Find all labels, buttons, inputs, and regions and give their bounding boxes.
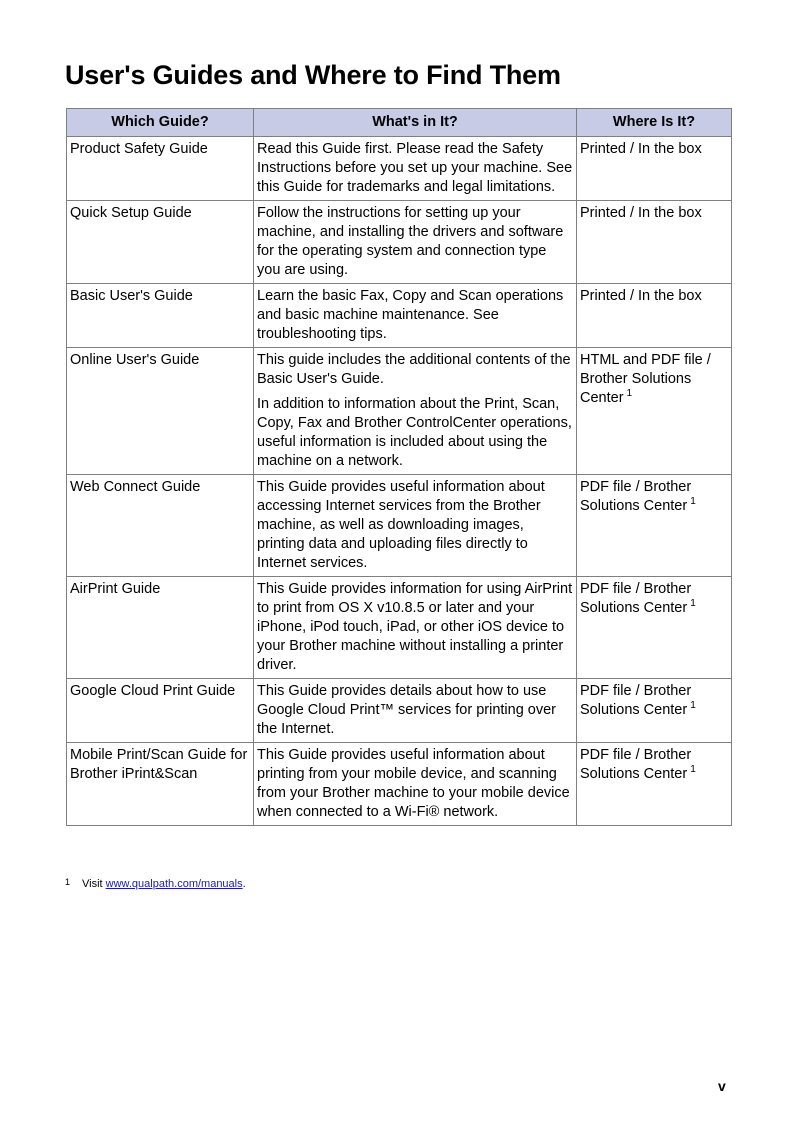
footnote-number: 1 [65,877,71,887]
footnote-marker: 1 [690,700,696,711]
guide-name-cell: Product Safety Guide [67,137,254,201]
guide-location-cell [577,743,732,826]
guide-content-paragraph: In addition to information about the Print, Scan, Copy, Fax and Brother ControlCenter operations, useful information is included about using the machine on a network. [257,396,572,469]
guide-location-cell [577,475,732,577]
guide-location-cell [577,284,732,348]
guide-name-cell: Online User's Guide [67,348,254,475]
guide-location-text: Printed / In the box [580,205,702,221]
table-row [67,743,732,826]
guide-content-paragraph: Learn the basic Fax, Copy and Scan operations and basic machine maintenance. See troubleshooting tips. [257,288,564,342]
header-where-is-it: Where Is It? [577,109,732,137]
table-row [67,137,732,201]
table-row [67,348,732,475]
guide-content-paragraph: Follow the instructions for setting up your machine, and installing the drivers and software for the operating system and connection type you are using. [257,205,564,278]
guide-content-paragraph: This Guide provides useful information about printing from your mobile device, and scanning from your Brother machine to your mobile device when connected to a Wi-Fi® network. [257,747,570,820]
guide-content-cell [254,137,577,201]
guide-name-cell: Basic User's Guide [67,284,254,348]
guide-location-cell [577,137,732,201]
guide-location-text: PDF file / Brother Solutions Center [580,479,692,514]
header-whats-in-it: What's in It? [254,109,577,137]
guide-location-cell [577,679,732,743]
table-row [67,284,732,348]
guide-content-cell [254,475,577,577]
guide-content-cell [254,679,577,743]
footnote-prefix: Visit [82,878,103,890]
guide-name-cell: Web Connect Guide [67,475,254,577]
guide-content-paragraph: This Guide provides useful information about accessing Internet services from the Brother machine, as well as downloading images, printing data and uploading files directly to Internet services. [257,479,545,571]
guide-location-text: Printed / In the box [580,141,702,157]
page-title: User's Guides and Where to Find Them [65,60,561,90]
guide-name-cell: Quick Setup Guide [67,201,254,284]
guide-content-cell [254,201,577,284]
guide-content-paragraph: This Guide provides details about how to use Google Cloud Print™ services for printing over the Internet. [257,683,556,737]
guides-table [66,108,732,826]
guide-name-cell: Google Cloud Print Guide [67,679,254,743]
guide-name-cell: Mobile Print/Scan Guide for Brother iPrint&Scan [67,743,254,826]
footnote [65,877,246,890]
guide-location-text: PDF file / Brother Solutions Center [580,581,692,616]
guide-content-paragraph: This guide includes the additional contents of the Basic User's Guide. [257,352,571,387]
table-body [67,137,732,826]
footnote-marker: 1 [626,388,633,399]
guide-location-cell [577,577,732,679]
guide-location-text: Printed / In the box [580,288,702,304]
guide-content-cell [254,284,577,348]
footnote-suffix: . [242,878,246,890]
guide-location-cell [577,348,732,475]
header-which-guide: Which Guide? [67,109,254,137]
guide-content-cell [254,348,577,475]
footnote-marker: 1 [690,764,696,775]
guide-content-paragraph: Read this Guide first. Please read the Safety Instructions before you set up your machine. See this Guide for trademarks and legal limitations. [257,141,573,195]
footnote-marker: 1 [690,496,696,507]
table-row [67,577,732,679]
guide-location-cell [577,201,732,284]
guide-content-paragraph: This Guide provides information for using AirPrint to print from OS X v10.8.5 or later and your iPhone, iPod touch, iPad, or other iOS device to your Brother machine without installing a printer driver. [257,581,573,673]
table-row [67,679,732,743]
table-header-row [67,109,732,137]
guide-location-text: HTML and PDF file / Brother Solutions Center [580,352,711,406]
table-row [67,201,732,284]
guide-location-text: PDF file / Brother Solutions Center [580,683,692,718]
guide-location-text: PDF file / Brother Solutions Center [580,747,692,782]
page-number: v [718,1078,726,1094]
table-row [67,475,732,577]
footnote-marker: 1 [690,598,696,609]
guide-name-cell: AirPrint Guide [67,577,254,679]
guide-content-cell [254,577,577,679]
guide-content-cell [254,743,577,826]
footnote-link[interactable]: www.qualpath.com/manuals [105,878,243,890]
